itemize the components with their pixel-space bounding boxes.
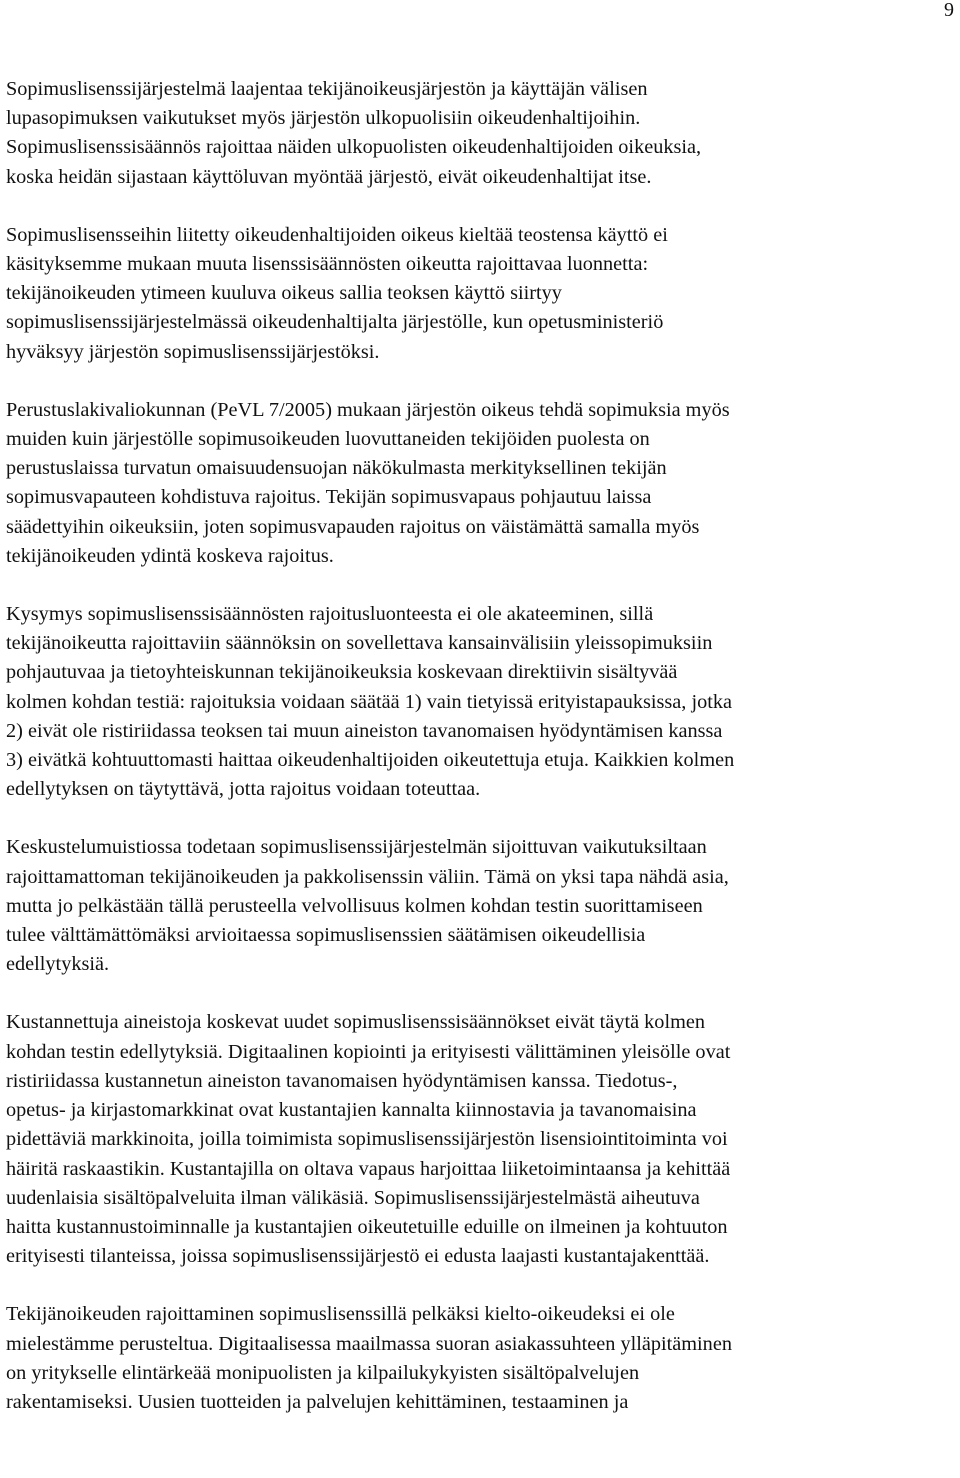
text-line: perustuslaissa turvatun omaisuudensuojan näkökulmasta merkityksellinen tekijän <box>6 457 667 480</box>
text-line: sopimusvapauteen kohdistuva rajoitus. Tekijän sopimusvapaus pohjautuu laissa <box>6 486 652 509</box>
text-line: sopimuslisenssijärjestelmässä oikeudenhaltijalta järjestölle, kun opetusministeriö <box>6 311 664 334</box>
text-line: Tekijänoikeuden rajoittaminen sopimuslisenssillä pelkäksi kielto-oikeudeksi ei ole <box>6 1303 675 1326</box>
paragraph-5 <box>6 833 954 979</box>
text-line: haitta kustannustoiminnalle ja kustantajien oikeutetuille eduille on ilmeinen ja kohtuuton <box>6 1215 728 1238</box>
text-line: on yritykselle elintärkeää monipuolisten ja kilpailukykyisten sisältöpalvelujen <box>6 1361 640 1384</box>
text-line: uudenlaisia sisältöpalveluita ilman välikäsiä. Sopimuslisenssijärjestelmästä aiheutuva <box>6 1186 700 1209</box>
paragraph-4 <box>6 600 954 804</box>
text-line: opetus- ja kirjastomarkkinat ovat kustantajien kannalta kiinnostavia ja tavanomaisina <box>6 1099 697 1122</box>
text-line: tekijänoikeuden ytimeen kuuluva oikeus sallia teoksen käyttö siirtyy <box>6 282 562 305</box>
text-line: käsityksemme mukaan muuta lisenssisäännösten oikeutta rajoittavaa luonnetta: <box>6 253 649 276</box>
text-line: rakentamiseksi. Uusien tuotteiden ja palvelujen kehittäminen, testaaminen ja <box>6 1390 629 1413</box>
text-line: 2) eivät ole ristiriidassa teoksen tai muun aineiston tavanomaisen hyödyntämisen kanssa <box>6 719 723 742</box>
text-line: kolmen kohdan testiä: rajoituksia voidaan säätää 1) vain tietyissä erityistapauksissa, jotka <box>6 690 732 713</box>
paragraph-1 <box>6 75 954 192</box>
text-line: hyväksyy järjestön sopimuslisenssijärjestöksi. <box>6 340 380 363</box>
text-line: rajoittamattoman tekijänoikeuden ja pakkolisenssin väliin. Tämä on yksi tapa nähdä asia, <box>6 865 729 888</box>
text-line: edellytyksen on täytyttävä, jotta rajoitus voidaan toteuttaa. <box>6 778 481 801</box>
paragraph-2 <box>6 221 954 367</box>
text-line: häiritä raskaastikin. Kustantajilla on oltava vapaus harjoittaa liiketoimintaansa ja kehittää <box>6 1157 731 1180</box>
text-line: lupasopimuksen vaikutukset myös järjestön ulkopuolisiin oikeudenhaltijoihin. <box>6 107 641 130</box>
text-line: Perustuslakivaliokunnan (PeVL 7/2005) mukaan järjestön oikeus tehdä sopimuksia myös <box>6 398 730 421</box>
text-line: tekijänoikeutta rajoittaviin säännöksin on sovellettava kansainvälisiin yleissopimuksiin <box>6 632 713 655</box>
text-line: ristiriidassa kustannetun aineiston tavanomaisen hyödyntämisen kanssa. Tiedotus-, <box>6 1069 678 1092</box>
text-line: tulee välttämättömäksi arvioitaessa sopimuslisenssien säätämisen oikeudellisia <box>6 924 646 947</box>
text-line: tekijänoikeuden ydintä koskeva rajoitus. <box>6 544 334 567</box>
text-line: pidettäviä markkinoita, joilla toimimista sopimuslisenssijärjestön lisensiointitoiminta voi <box>6 1128 728 1151</box>
text-line: 3) eivätkä kohtuuttomasti haittaa oikeudenhaltijoiden oikeutettuja etuja. Kaikkien kolmen <box>6 749 735 772</box>
text-line: mutta jo pelkästään tällä perusteella velvollisuus kolmen kohdan testin suorittamiseen <box>6 894 703 917</box>
text-line: muiden kuin järjestölle sopimusoikeuden luovuttaneiden tekijöiden puolesta on <box>6 428 650 451</box>
text-line: Kysymys sopimuslisenssisäännösten rajoitusluonteesta ei ole akateeminen, sillä <box>6 603 654 626</box>
text-line: Sopimuslisenssijärjestelmä laajentaa tekijänoikeusjärjestön ja käyttäjän välisen <box>6 78 648 100</box>
document-body <box>6 75 954 1446</box>
paragraph-3 <box>6 396 954 571</box>
paragraph-7 <box>6 1300 954 1417</box>
text-line: säädettyihin oikeuksiin, joten sopimusvapauden rajoitus on väistämättä samalla myös <box>6 515 700 538</box>
text-line: edellytyksiä. <box>6 953 110 976</box>
text-line: mielestämme perusteltua. Digitaalisessa maailmassa suoran asiakassuhteen ylläpitäminen <box>6 1332 732 1355</box>
text-line: koska heidän sijastaan käyttöluvan myöntää järjestö, eivät oikeudenhaltijat itse. <box>6 165 652 188</box>
page-number: 9 <box>944 0 954 21</box>
text-line: Sopimuslisensseihin liitetty oikeudenhaltijoiden oikeus kieltää teostensa käyttö ei <box>6 223 668 246</box>
paragraph-6 <box>6 1008 954 1271</box>
text-line: pohjautuvaa ja tietoyhteiskunnan tekijänoikeuksia koskevaan direktiivin sisältyvää <box>6 661 678 684</box>
text-line: erityisesti tilanteissa, joissa sopimuslisenssijärjestö ei edusta laajasti kustantajakenttää. <box>6 1245 710 1268</box>
text-line: Keskustelumuistiossa todetaan sopimuslisenssijärjestelmän sijoittuvan vaikutuksiltaan <box>6 836 707 859</box>
text-line: kohdan testin edellytyksiä. Digitaalinen kopiointi ja erityisesti välittäminen yleisölle ovat <box>6 1040 731 1063</box>
text-line: Kustannettuja aineistoja koskevat uudet sopimuslisenssisäännökset eivät täytä kolmen <box>6 1011 705 1034</box>
text-line: Sopimuslisenssisäännös rajoittaa näiden ulkopuolisten oikeudenhaltijoiden oikeuksia, <box>6 136 702 159</box>
